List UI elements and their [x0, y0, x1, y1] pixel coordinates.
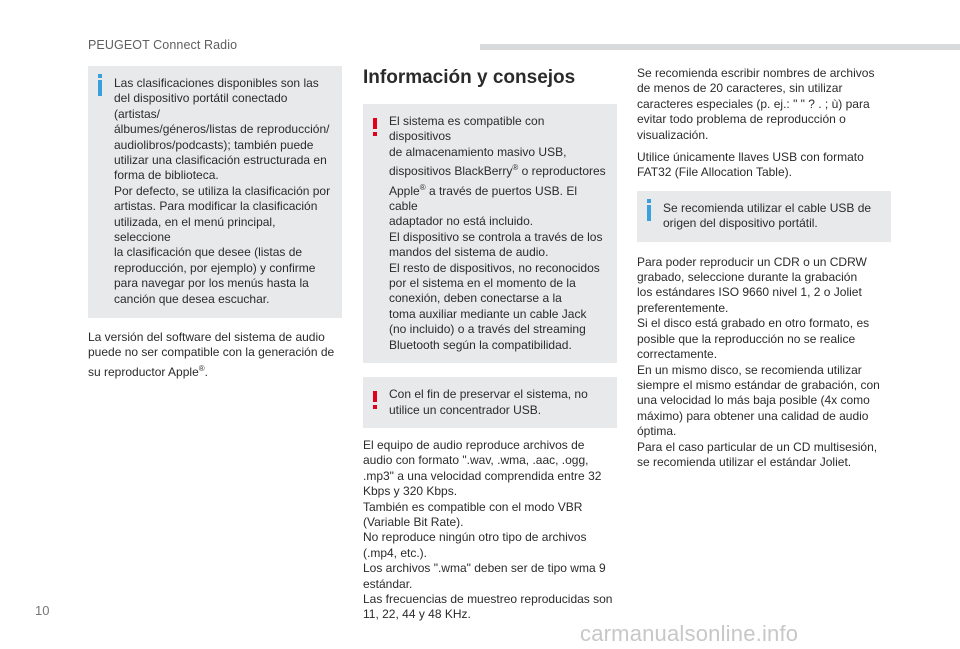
warning-icon — [373, 391, 377, 402]
registered-mark: ® — [419, 182, 426, 192]
audio-formats-paragraph: El equipo de audio reproduce archivos de audio con formato ".wav, .wma, .aac, .ogg, .mp3" a una velocidad comprendida entre 32 Kbps y 320 Kbps. También es compatible con el modo VBR (Variable Bit Rate). No reproduce ningún otro tipo de archivos (.mp4, etc.). Los archivos ".wma" deben ser de tipo wma 9 estándar. Las frecuencias de muestreo reproducidas son 11, 22, 44 y 48 KHz. — [363, 437, 613, 622]
section-title: Información y consejos — [363, 67, 576, 88]
apple-compat-text: La versión del software del sistema de audio puede no ser compatible con la generación de su reproductor Apple — [88, 330, 335, 379]
info-icon — [98, 80, 102, 96]
warning-box-text — [389, 114, 607, 353]
usb-format-paragraph: Utilice únicamente llaves USB con formato FAT32 (File Allocation Table). — [637, 150, 864, 180]
info-box-cable-text: Se recomienda utilizar el cable USB de origen del dispositivo portátil. — [663, 200, 872, 231]
info-icon — [647, 205, 651, 221]
column-right — [637, 66, 891, 470]
watermark: carmanualsonline.info — [580, 621, 799, 646]
warning-text-a: El sistema es compatible con dispositivos de almacenamiento masivo USB, dispositivos BlackBerry — [389, 114, 567, 179]
warning-text-c: a través de puertos USB. El cable adaptador no está incluido. El dispositivo se controla a través de los mandos del sistema de audio. El resto de dispositivos, no reconocidos por el sistema en el momento de la conexión, deben conectarse a la toma auxiliar mediante un cable Jack (no incluido) o a través del streaming Bluetooth según la compatibilidad. — [389, 183, 603, 352]
info-box-classifications — [88, 66, 342, 318]
cd-paragraph: Para poder reproducir un CDR o un CDRW grabado, seleccione durante la grabación los estándares ISO 9660 nivel 1, 2 o Joliet preferentemente. Si el disco está grabado en otro formato, es posible que la reproducción no se realice correctamente. En un mismo disco, se recomienda utilizar siempre el mismo estándar de grabación, con una velocidad lo más baja posible (4x como máximo) para obtener una calidad de audio óptima. Para el caso particular de un CD multisesión, se recomienda utilizar el estándar Joliet. — [637, 254, 880, 469]
warning-text-b: o reproductores Apple — [389, 164, 606, 198]
filenames-paragraph: Se recomienda escribir nombres de archivos de menos de 20 caracteres, sin utilizar caracteres especiales (p. ej.: " " ? . ; ù) para evitar todo problema de reproducción o visualización. — [637, 66, 875, 142]
page-number: 10 — [35, 603, 50, 618]
info-box-text: Las clasificaciones disponibles son las del dispositivo portátil conectado (artistas/ álbumes/géneros/listas de reproducción/ audiolibros/podcasts); también puede utilizar una clasificación estructurada en forma de biblioteca. Por defecto, se utiliza la clasificación por artistas. Para modificar la clasificación utilizada, en el menú principal, seleccione la clasificación que desee (listas de reproducción, por ejemplo) y confirme para navegar por los menús hasta la canción que desea escuchar. — [114, 76, 331, 306]
warning-box-hub — [363, 377, 617, 428]
warning-box-hub-text: Con el fin de preservar el sistema, no utilice un concentrador USB. — [389, 387, 588, 417]
registered-mark: ® — [512, 163, 519, 173]
registered-mark: ® — [198, 363, 205, 373]
warning-icon — [373, 118, 377, 129]
column-left — [88, 66, 342, 380]
header-bar — [480, 44, 960, 50]
apple-compat-end: . — [204, 364, 208, 379]
header-title: PEUGEOT Connect Radio — [88, 38, 238, 52]
apple-compat-paragraph — [88, 330, 342, 380]
warning-box-compatibility — [363, 104, 617, 363]
column-middle — [363, 66, 617, 623]
info-box-cable — [637, 191, 891, 242]
